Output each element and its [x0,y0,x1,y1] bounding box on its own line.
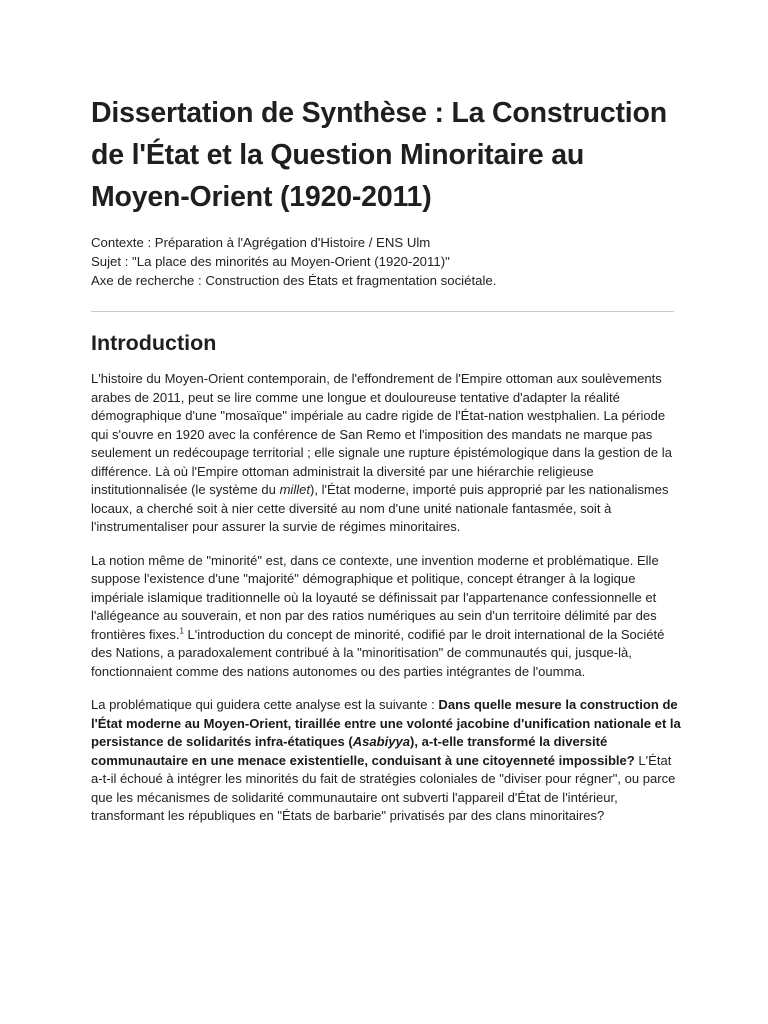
p1-millet-term: millet [279,482,311,497]
document-title: Dissertation de Synthèse : La Construction de l'État et la Question Minoritaire au Moyen-Orient (1920-2011) [91,97,667,213]
meta-subject: Sujet : "La place des minorités au Moyen-Orient (1920-2011)" [91,254,450,269]
p3-problematic-part-2: ), a-t-elle transformé la diversité communautaire en une menace existentielle, conduisant à une citoyenneté impossible? [91,734,635,768]
section-heading-introduction: Introduction [91,331,217,355]
document-meta [91,233,681,290]
footnote-ref-1[interactable]: 1 [179,626,184,636]
p3-text-a: La problématique qui guidera cette analyse est la suivante : [91,697,439,712]
document-page [91,92,681,826]
intro-paragraph-3 [91,696,681,826]
p3-text-b: L'État a-t-il échoué à intégrer les minorités du fait de stratégies coloniales de "diviser pour régner", ou parce que les mécanismes de solidarité communautaire ont subverti l'appareil d'État de l'intérieur, transformant les républiques en "États de barbarie" privatisés par des clans minoritaires? [91,752,676,823]
p2-text-a: La notion même de "minorité" est, dans ce contexte, une invention moderne et problématique. Elle suppose l'existence d'une "majorité" démographique et politique, concept étranger à la logique impériale islamique traditionnelle où la loyauté se définissait par l'appartenance confessionnelle et l'allégeance au souverain, et non par des ratios numériques au sein d'un territoire délimité par des frontières fixes. [91,552,659,642]
p1-text-b: ), l'État moderne, importé puis approprié par les nationalismes locaux, a cherché soit à nier cette diversité au nom d'une unité nationale fantasmée, soit à l'instrumentaliser pour assurer la survie de régimes minoritaires. [91,482,669,534]
p3-problematic-part-1: Dans quelle mesure la construction de l'État moderne au Moyen-Orient, tiraillée entre une volonté jacobine d'unification nationale et la persistance de solidarités infra-étatiques ( [91,697,681,749]
p2-text-b: L'introduction du concept de minorité, codifié par le droit international de la Société des Nations, a paradoxalement contribué à la "minoritisation" de communautés qui, jusque-là, fonctionnaient comme des nations autonomes ou des parties intégrantes de l'oumma. [91,626,665,679]
p3-asabiyya-term: Asabiyya [352,734,411,749]
p1-text-a: L'histoire du Moyen-Orient contemporain, de l'effondrement de l'Empire ottoman aux soulèvements arabes de 2011, peut se lire comme une longue et douloureuse tentative d'adapter la réalité démographique d'une "mosaïque" impériale au cadre rigide de l'État-nation westphalien. La période qui s'ouvre en 1920 avec la conférence de San Remo et l'imposition des mandats ne marque pas seulement un redécoupage territorial ; elle signale une rupture épistémologique dans la gestion de la différence. Là où l'Empire ottoman administrait la diversité par une hiérarchie religieuse institutionnalisée (le système du [91,371,672,497]
intro-paragraph-1 [91,370,681,537]
meta-research-axis: Axe de recherche : Construction des États et fragmentation sociétale. [91,273,497,288]
meta-context: Contexte : Préparation à l'Agrégation d'Histoire / ENS Ulm [91,235,431,250]
section-divider [91,311,674,312]
intro-paragraph-2 [91,552,681,682]
